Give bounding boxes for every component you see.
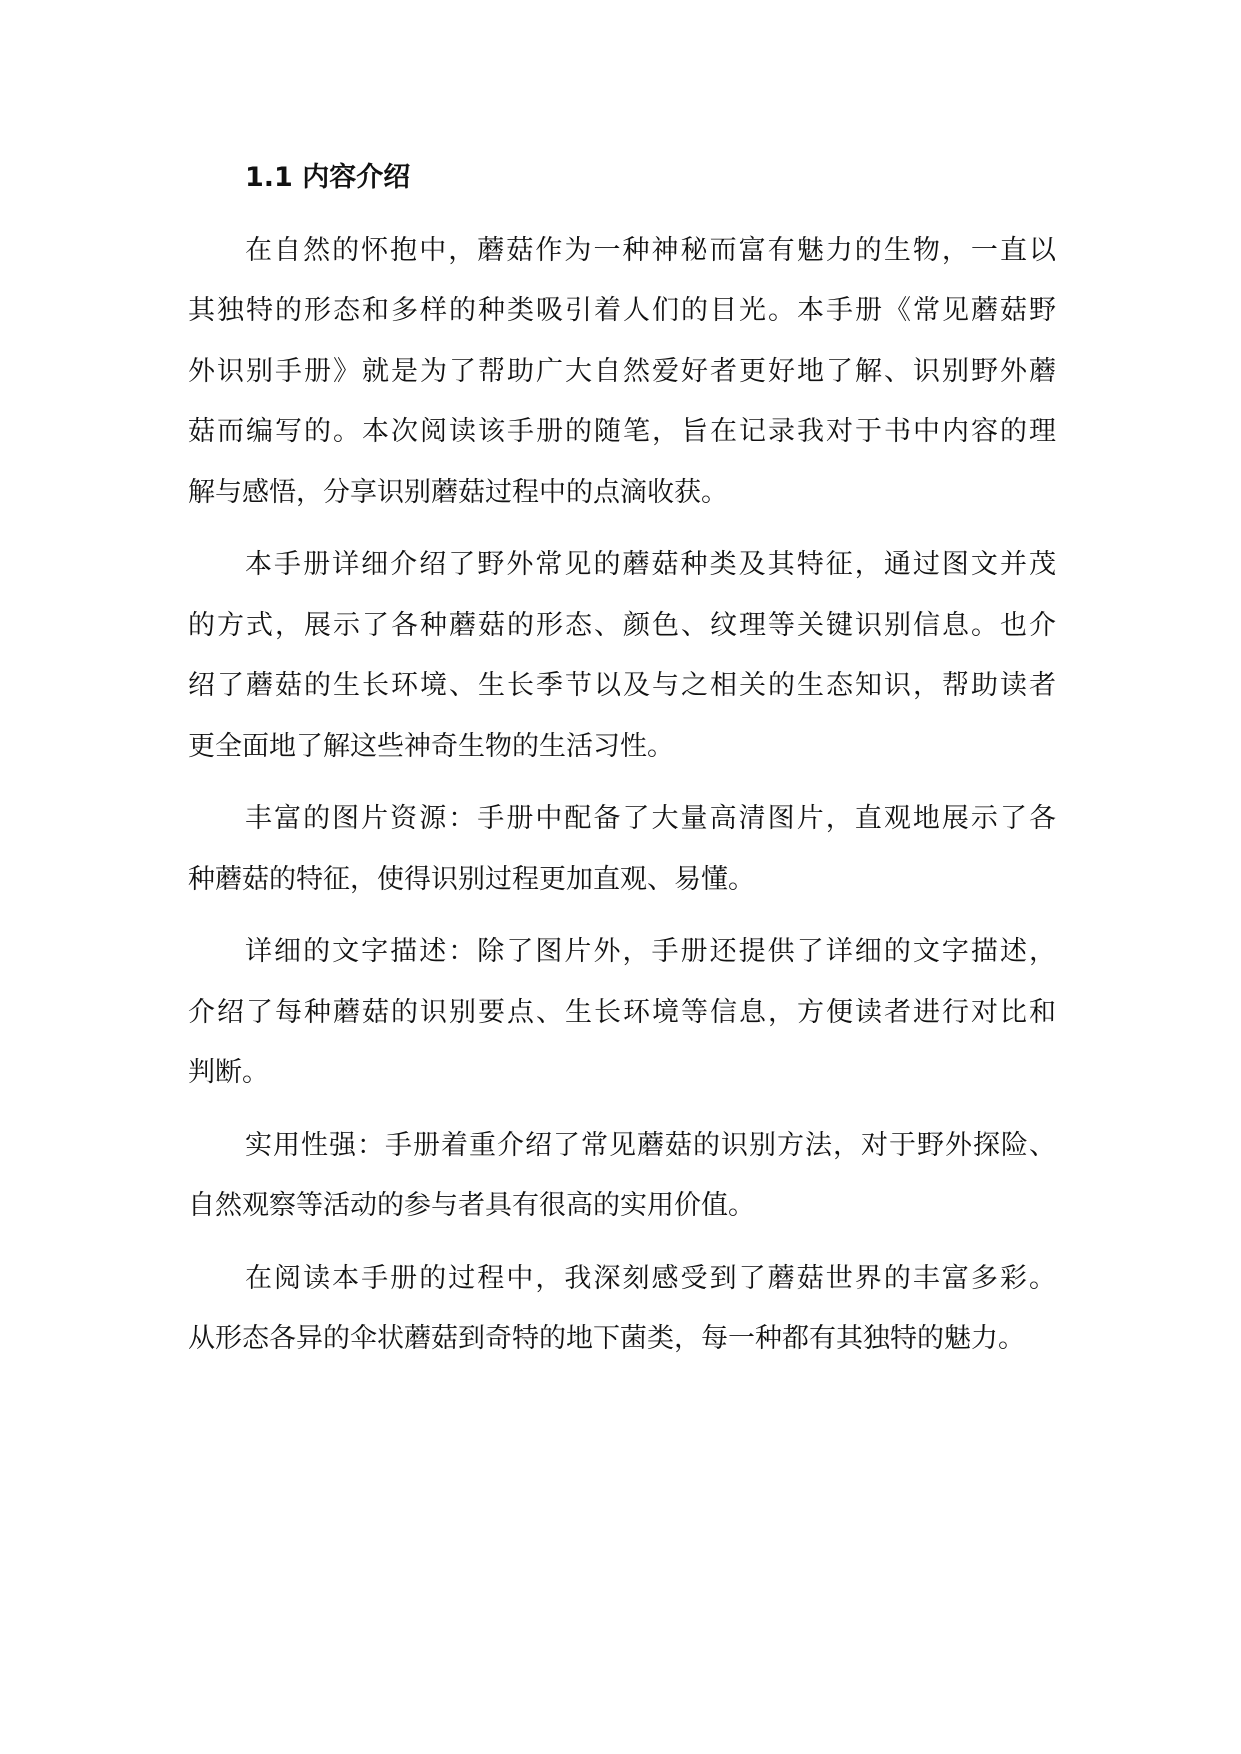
paragraph-line: 外识别手册》就是为了帮助广大自然爱好者更好地了解、识别野外蘑 bbox=[188, 355, 1056, 387]
document-body bbox=[188, 148, 1056, 1370]
paragraph bbox=[188, 535, 1056, 777]
paragraph bbox=[188, 922, 1056, 1104]
paragraph-line: 判断。 bbox=[188, 1057, 269, 1088]
paragraph-line: 更全面地了解这些神奇生物的生活习性。 bbox=[188, 730, 674, 762]
paragraph-line: 介绍了每种蘑菇的识别要点、生长环境等信息，方便读者进行对比和 bbox=[188, 996, 1056, 1028]
paragraph bbox=[188, 1116, 1056, 1237]
paragraph-line: 的方式，展示了各种蘑菇的形态、颜色、纹理等关键识别信息。也介 bbox=[188, 609, 1056, 641]
paragraph bbox=[188, 1249, 1056, 1370]
paragraph-line: 在自然的怀抱中，蘑菇作为一种神秘而富有魅力的生物，一直以 bbox=[245, 234, 1056, 266]
paragraph-spacer bbox=[188, 1104, 1056, 1116]
paragraph-spacer bbox=[188, 523, 1056, 535]
paragraph-line: 从形态各异的伞状蘑菇到奇特的地下菌类，每一种都有其独特的魅力。 bbox=[188, 1323, 1025, 1354]
spacer bbox=[188, 209, 1056, 221]
paragraph-line: 本手册详细介绍了野外常见的蘑菇种类及其特征，通过图文并茂 bbox=[245, 549, 1056, 580]
paragraph-line: 自然观察等活动的参与者具有很高的实用价值。 bbox=[188, 1190, 755, 1221]
section-heading: 1.1 内容介绍 bbox=[245, 162, 411, 193]
paragraph bbox=[188, 789, 1056, 910]
paragraph-line: 绍了蘑菇的生长环境、生长季节以及与之相关的生态知识，帮助读者 bbox=[188, 670, 1056, 701]
paragraph-spacer bbox=[188, 910, 1056, 922]
paragraph-spacer bbox=[188, 777, 1056, 789]
paragraph-spacer bbox=[188, 1237, 1056, 1249]
paragraph-line: 详细的文字描述：除了图片外，手册还提供了详细的文字描述， bbox=[245, 936, 1056, 967]
paragraph-line: 实用性强：手册着重介绍了常见蘑菇的识别方法，对于野外探险、 bbox=[245, 1129, 1056, 1161]
paragraph-line: 其独特的形态和多样的种类吸引着人们的目光。本手册《常见蘑菇野 bbox=[188, 295, 1056, 326]
paragraph-list bbox=[188, 221, 1056, 1370]
paragraph-line: 解与感悟，分享识别蘑菇过程中的点滴收获。 bbox=[188, 476, 728, 508]
paragraph-line: 在阅读本手册的过程中，我深刻感受到了蘑菇世界的丰富多彩。 bbox=[245, 1262, 1056, 1294]
paragraph bbox=[188, 221, 1056, 524]
paragraph-line: 菇而编写的。本次阅读该手册的随笔，旨在记录我对于书中内容的理 bbox=[188, 416, 1056, 447]
paragraph-line: 种蘑菇的特征，使得识别过程更加直观、易懂。 bbox=[188, 863, 755, 895]
paragraph-line: 丰富的图片资源：手册中配备了大量高清图片，直观地展示了各 bbox=[245, 803, 1056, 834]
